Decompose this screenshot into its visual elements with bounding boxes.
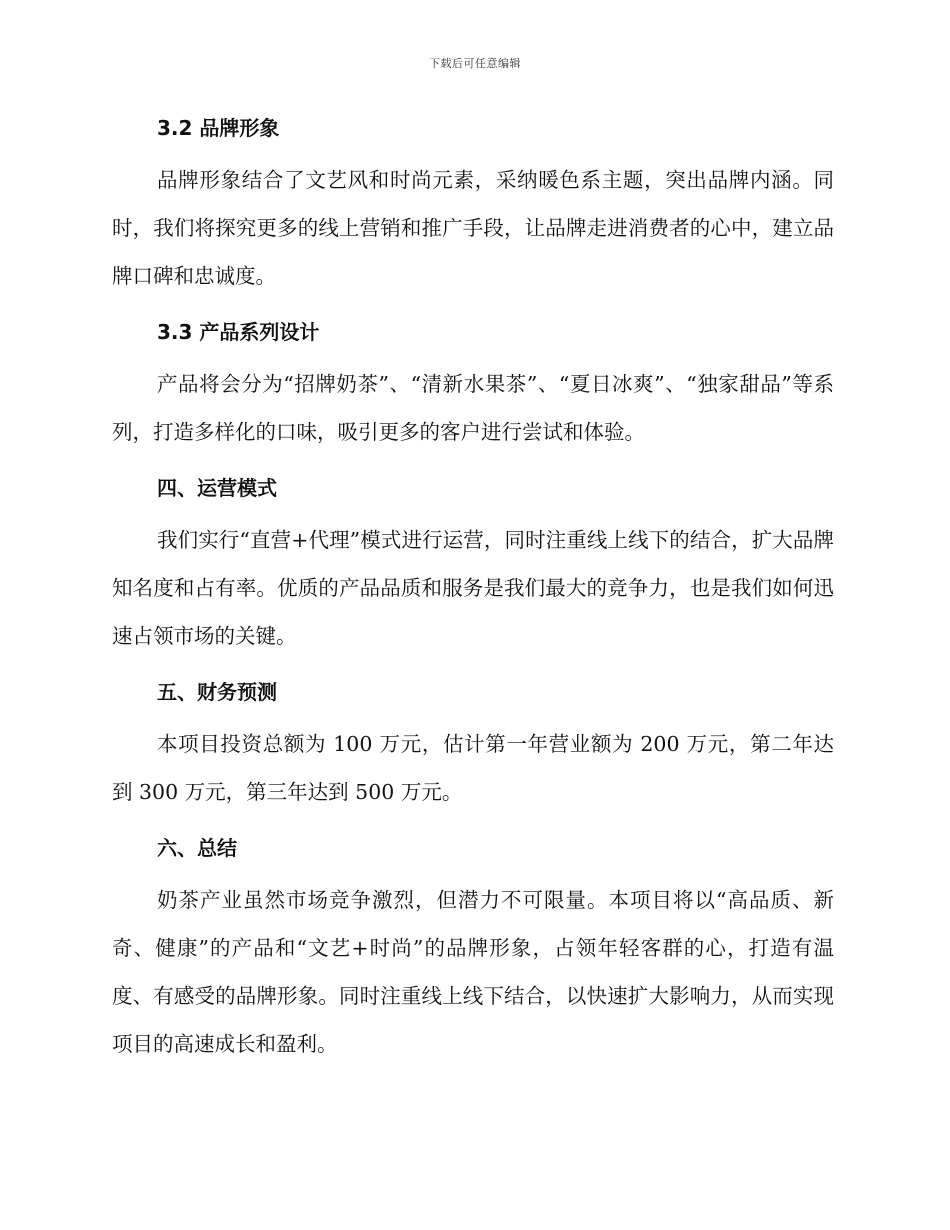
section-heading: 六、总结 xyxy=(157,836,237,860)
section-brand-image xyxy=(112,108,834,300)
section-product-series xyxy=(112,312,834,456)
section-financial-forecast xyxy=(112,672,834,816)
section-paragraph: 品牌形象结合了文艺风和时尚元素，采纳暖色系主题，突出品牌内涵。同时，我们将探究更多的线上营销和推广手段，让品牌走进消费者的心中，建立品牌口碑和忠诚度。 xyxy=(112,168,834,288)
section-paragraph: 奶茶产业虽然市场竞争激烈，但潜力不可限量。本项目将以“高品质、新奇、健康”的产品和“文艺+时尚”的品牌形象，占领年轻客群的心，打造有温度、有感受的品牌形象。同时注重线上线下结合，以快速扩大影响力，从而实现项目的高速成长和盈利。 xyxy=(112,888,834,1056)
section-summary xyxy=(112,828,834,1068)
section-paragraph: 我们实行“直营+代理”模式进行运营，同时注重线上线下的结合，扩大品牌知名度和占有率。优质的产品品质和服务是我们最大的竞争力，也是我们如何迅速占领市场的关键。 xyxy=(112,528,834,648)
document-body xyxy=(112,108,834,1080)
section-heading: 五、财务预测 xyxy=(157,680,277,704)
section-paragraph: 本项目投资总额为 100 万元，估计第一年营业额为 200 万元，第二年达到 300 万元，第三年达到 500 万元。 xyxy=(112,732,834,804)
section-heading: 3.3 产品系列设计 xyxy=(157,320,320,344)
page-header-note: 下载后可任意编辑 xyxy=(429,57,521,70)
section-operation-model xyxy=(112,468,834,660)
section-heading: 3.2 品牌形象 xyxy=(157,116,280,140)
section-heading: 四、运营模式 xyxy=(157,476,277,500)
section-paragraph: 产品将会分为“招牌奶茶”、“清新水果茶”、“夏日冰爽”、“独家甜品”等系列，打造多样化的口味，吸引更多的客户进行尝试和体验。 xyxy=(112,372,834,444)
